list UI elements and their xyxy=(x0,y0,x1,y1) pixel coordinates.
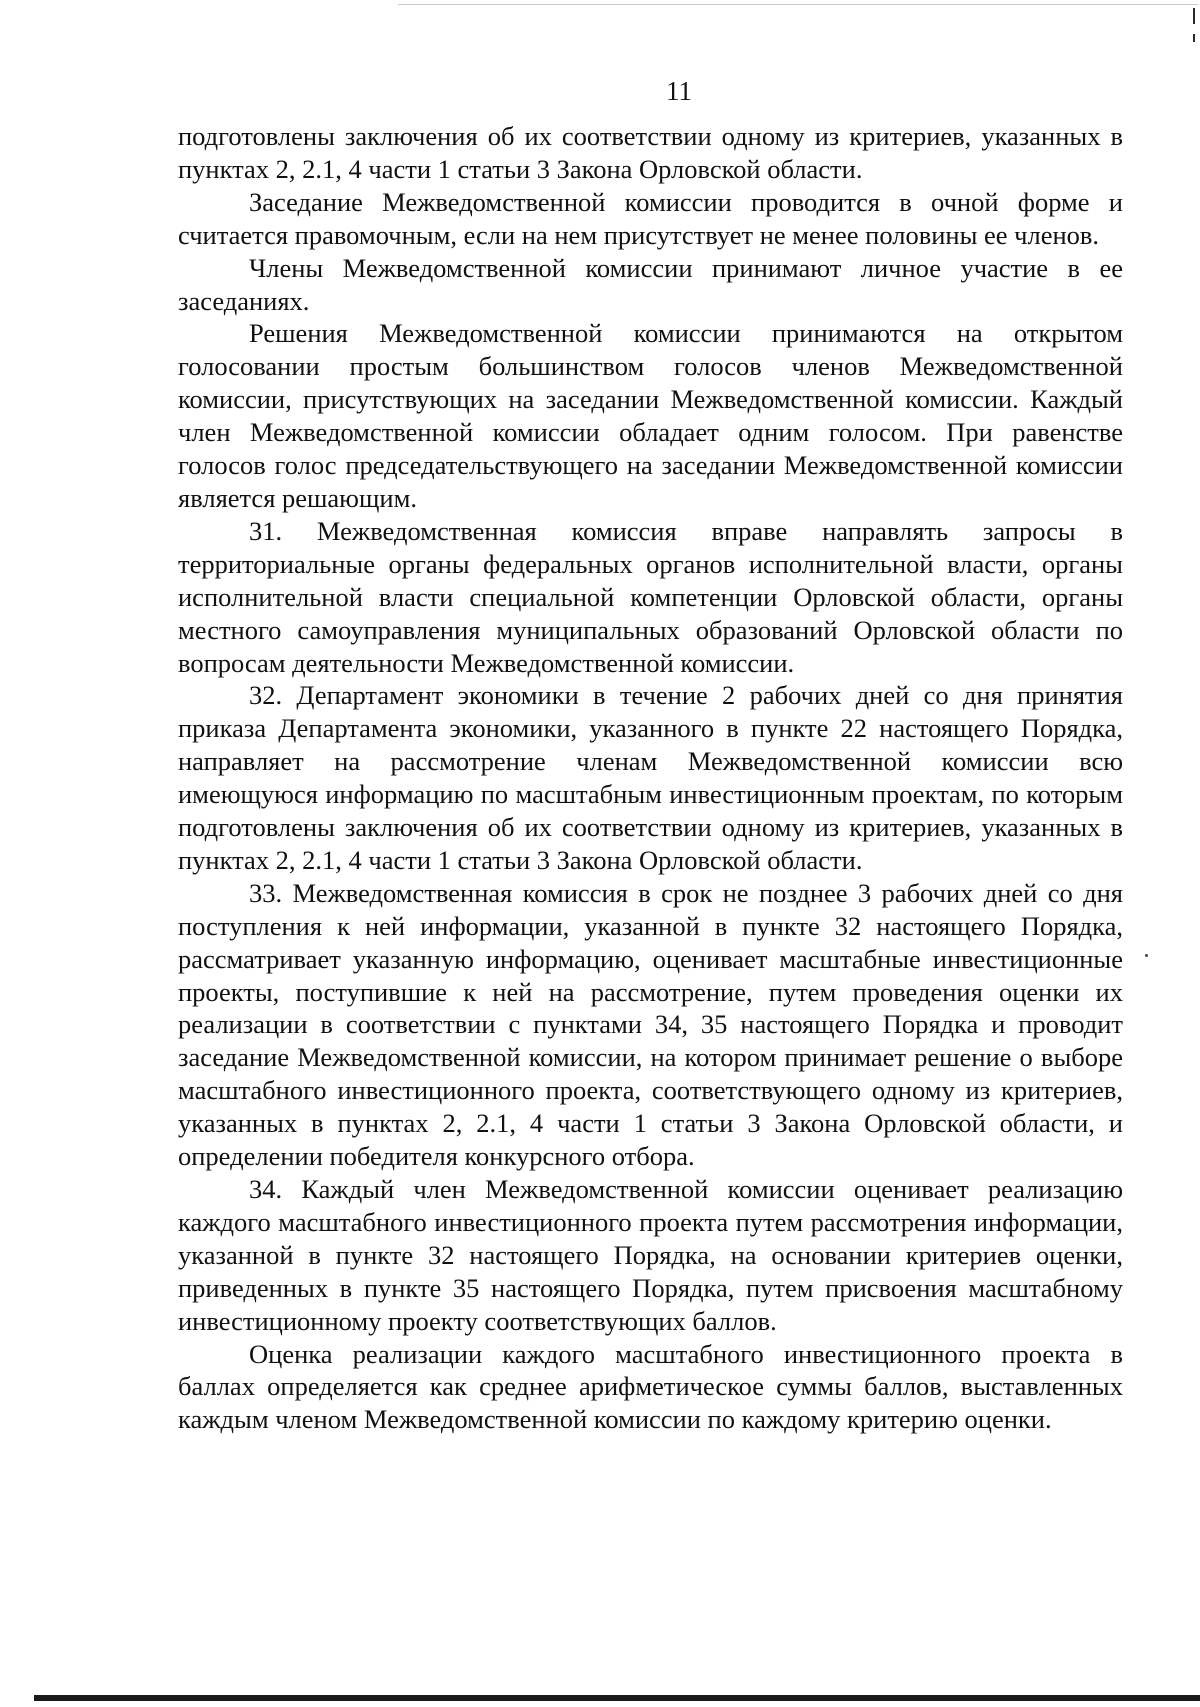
scan-edge-mark xyxy=(1193,8,1195,24)
paragraph-continuation: подготовлены заключения об их соответствии одному из критериев, указанных в пунктах 2, 2.1, 4 части 1 статьи 3 Закона Орловской области. xyxy=(178,121,1123,184)
paragraph-item-33: 33. Межведомственная комиссия в срок не позднее 3 рабочих дней со дня поступления к ней информации, указанной в пункте 32 настоящего Порядка, рассматривает указанную информацию, оценивает масштабные инвестиционные проекты, поступившие к ней на рассмотрение, путем проведения оценки их реализации в соответствии с пунктами 34, 35 настоящего Порядка и проводит заседание Межведомственной комиссии, на котором принимает решение о выборе масштабного инвестиционного проекта, соответствующего одному из критериев, указанных в пунктах 2, 2.1, 4 части 1 статьи 3 Закона Орловской области, и определении победителя конкурсного отбора. xyxy=(178,877,1123,1172)
paragraph-personal-participation: Члены Межведомственной комиссии принимают личное участие в ее заседаниях. xyxy=(178,252,1123,316)
scan-top-border xyxy=(398,4,1198,5)
paragraph-meeting-quorum: Заседание Межведомственной комиссии проводится в очной форме и считается правомочным, если на нем присутствует не менее половины ее членов. xyxy=(178,186,1123,250)
scan-speck xyxy=(1145,954,1148,957)
paragraph-item-34: 34. Каждый член Межведомственной комиссии оценивает реализацию каждого масштабного инвестиционного проекта путем рассмотрения информации, указанной в пункте 32 настоящего Порядка, на основании критериев оценки, приведенных в пункте 35 настоящего Порядка, путем присвоения масштабному инвестиционному проекту соответствующих баллов. xyxy=(178,1174,1123,1336)
scan-edge-mark xyxy=(1193,34,1195,42)
paragraph-item-32: 32. Департамент экономики в течение 2 рабочих дней со дня принятия приказа Департамента экономики, указанного в пункте 22 настоящего Порядка, направляет на рассмотрение членам Межведомственной комиссии всю имеющуюся информацию по масштабным инвестиционным проектам, по которым подготовлены заключения об их соответствии одному из критериев, указанных в пунктах 2, 2.1, 4 части 1 статьи 3 Закона Орловской области. xyxy=(178,680,1123,875)
scan-bottom-border xyxy=(34,1695,1200,1701)
paragraph-item-31: 31. Межведомственная комиссия вправе направлять запросы в территориальные органы федеральных органов исполнительной власти, органы исполнительной власти специальной компетенции Орловской области, органы местного самоуправления муниципальных образований Орловской области по вопросам деятельности Межведомственной комиссии. xyxy=(178,515,1123,678)
page-number: 11 xyxy=(666,76,692,106)
paragraph-scoring: Оценка реализации каждого масштабного инвестиционного проекта в баллах определяется как среднее арифметическое суммы баллов, выставленных каждым членом Межведомственной комиссии по каждому критерию оценки. xyxy=(178,1338,1123,1435)
paragraph-voting-rules: Решения Межведомственной комиссии принимаются на открытом голосовании простым большинством голосов членов Межведомственной комиссии, присутствующих на заседании Межведомственной комиссии. Каждый член Межведомственной комиссии обладает одним голосом. При равенстве голосов голос председательствующего на заседании Межведомственной комиссии является решающим. xyxy=(178,318,1123,513)
document-body xyxy=(178,120,1123,1436)
